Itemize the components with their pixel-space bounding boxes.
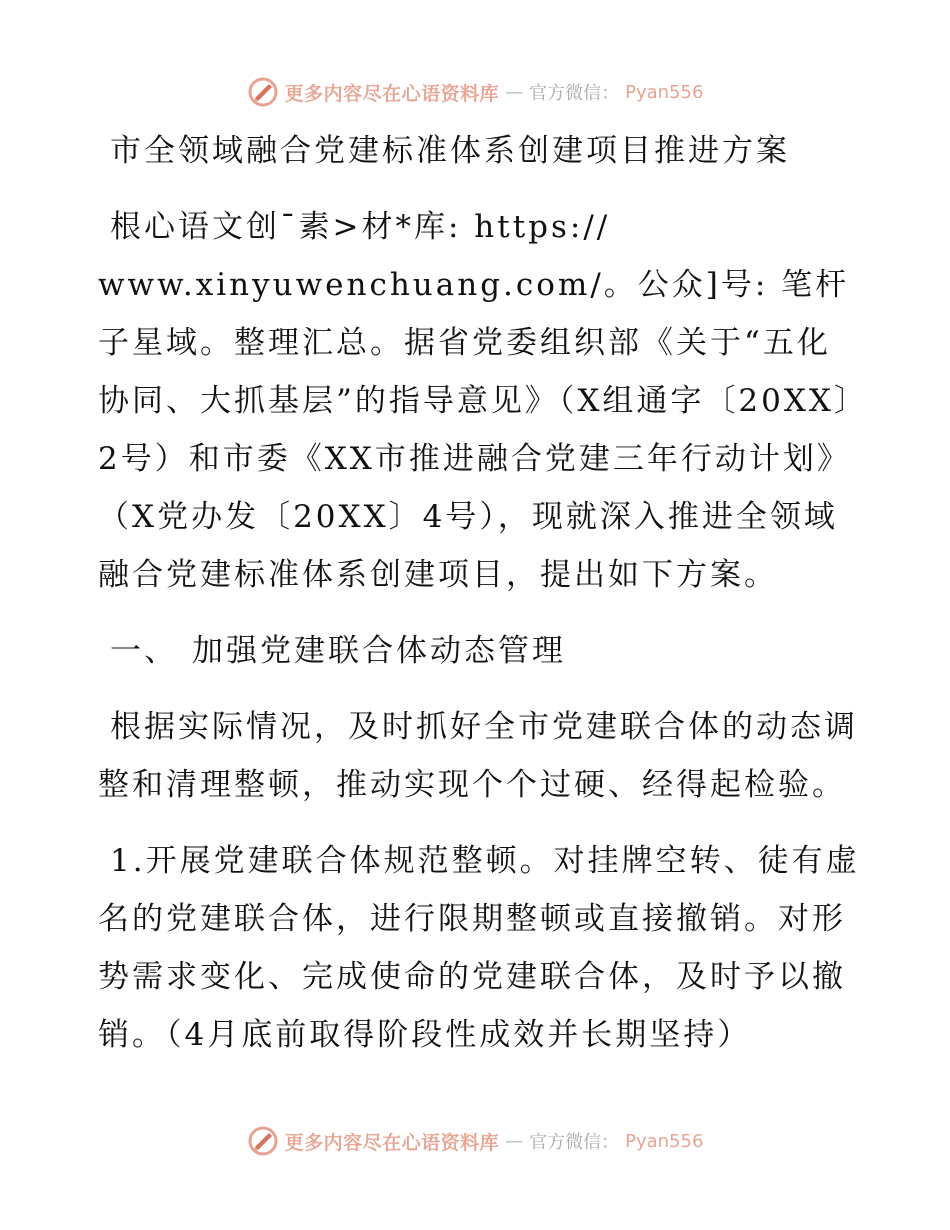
promo-text: 更多内容尽在心语资料库 bbox=[284, 82, 500, 105]
section-title: 加强党建联合体动态管理 bbox=[192, 633, 566, 669]
wechat-id: Pyan556 bbox=[625, 1130, 704, 1152]
promo-text: 更多内容尽在心语资料库 bbox=[284, 1131, 500, 1154]
intro-paragraph: 根心语文创¯素>材*库: https:// www.xinyuwenchuang.com/。公众]号: 笔杆子星域。整理汇总。据省党委组织部《关于“五化协同、大抓基层”的指导意见》（X组通字〔20XX〕2号）和市委《XX市推进融合党建三年行动计划》（X党办发〔20XX〕4号），现就深入推进全领域融合党建标准体系创建项目，提出如下方案。 bbox=[98, 209, 853, 593]
promo-separator: — bbox=[505, 81, 524, 103]
wechat-label: 官方微信： bbox=[529, 83, 620, 104]
document-body bbox=[98, 122, 863, 1082]
document-title: 市全领域融合党建标准体系创建项目推进方案 bbox=[110, 133, 790, 169]
footer-watermark-banner bbox=[0, 1121, 950, 1161]
section-heading bbox=[98, 622, 863, 680]
promo-separator: — bbox=[505, 1130, 524, 1152]
section-number: 一、 bbox=[110, 633, 178, 669]
header-watermark-banner bbox=[0, 72, 950, 112]
item-paragraph: 1.开展党建联合体规范整顿。对挂牌空转、徒有虚名的党建联合体，进行限期整顿或直接撤销。对形势需求变化、完成使命的党建联合体，及时予以撤销。（4月底前取得阶段性成效并长期坚持） bbox=[98, 843, 860, 1053]
brand-logo-icon bbox=[247, 1125, 279, 1157]
wechat-id: Pyan556 bbox=[625, 81, 704, 103]
wechat-label: 官方微信： bbox=[529, 1132, 620, 1153]
brand-logo-icon bbox=[247, 76, 279, 108]
section-paragraph: 根据实际情况，及时抓好全市党建联合体的动态调整和清理整顿，推动实现个个过硬、经得起检验。 bbox=[98, 709, 858, 803]
